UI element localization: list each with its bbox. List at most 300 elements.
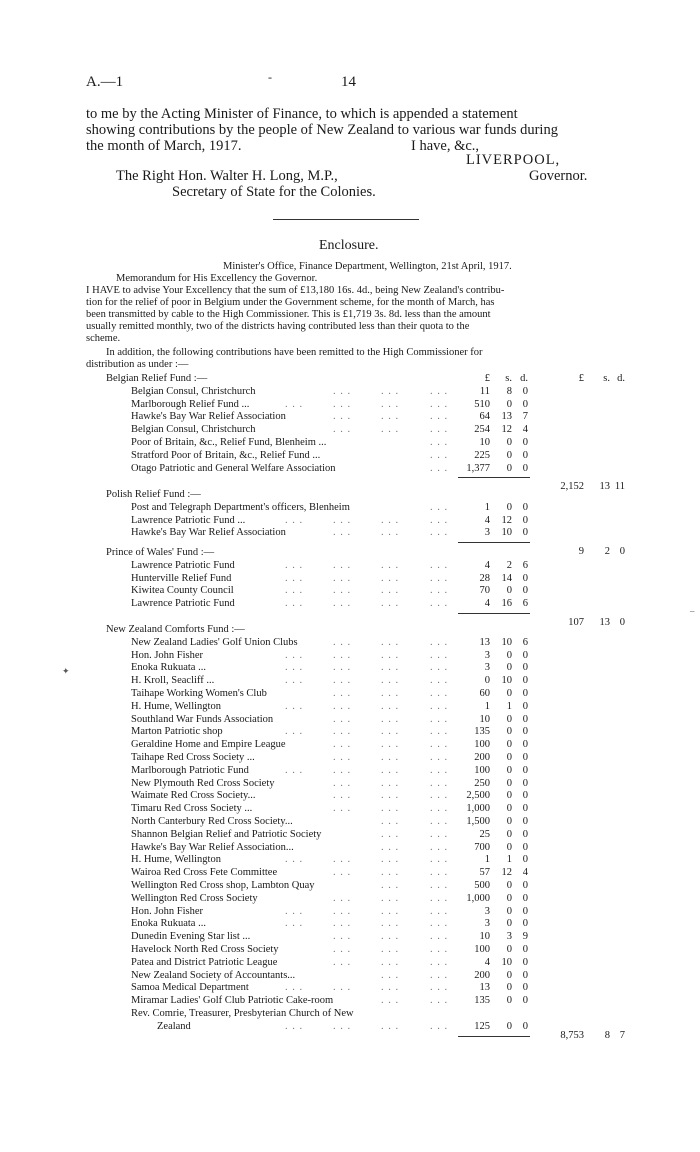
leader-dots: . . . bbox=[381, 880, 400, 891]
leader-dots: . . . bbox=[333, 636, 352, 648]
series-label: A.—1 bbox=[86, 74, 124, 90]
section-total-pence: 7 bbox=[619, 1029, 625, 1041]
entry-name: H. Kroll, Seacliff ... bbox=[131, 675, 215, 687]
entry-name: Lawrence Patriotic Fund bbox=[131, 559, 235, 571]
leader-dots: . . . bbox=[285, 398, 304, 410]
leader-dots: . . . bbox=[381, 764, 400, 776]
section-total-pence: 0 bbox=[619, 546, 625, 558]
entry-pounds: 500 bbox=[474, 880, 490, 891]
entry-name: Hawke's Bay War Relief Association... bbox=[131, 841, 294, 853]
entry-shillings: 0 bbox=[506, 841, 512, 853]
entry-shillings: 0 bbox=[506, 462, 512, 474]
letter-line-1: to me by the Acting Minister of Finance, to which is appended a statement bbox=[86, 106, 518, 122]
leader-dots: . . . bbox=[381, 385, 400, 397]
leader-dots: . . . bbox=[430, 385, 449, 397]
leader-dots: . . . bbox=[381, 841, 400, 853]
leader-dots: . . . bbox=[430, 969, 449, 981]
entry-shillings: 13 bbox=[501, 411, 512, 423]
entry-name: Post and Telegraph Department's officers, Blenheim bbox=[131, 501, 350, 513]
entry-pence: 0 bbox=[522, 995, 528, 1007]
entry-pence: 6 bbox=[522, 636, 528, 648]
entry-pounds: 1 bbox=[484, 501, 490, 513]
entry-pence: 0 bbox=[522, 944, 528, 955]
leader-dots: . . . bbox=[430, 598, 449, 610]
section-total-pounds: 2,152 bbox=[560, 481, 584, 493]
entry-pounds: 4 bbox=[484, 598, 490, 610]
leader-dots: . . . bbox=[333, 854, 352, 866]
leader-dots: . . . bbox=[430, 501, 449, 513]
entry-shillings: 14 bbox=[501, 572, 512, 584]
section-total-shillings: 8 bbox=[604, 1029, 610, 1041]
leader-dots: . . . bbox=[430, 854, 449, 866]
leader-dots: . . . bbox=[333, 598, 352, 610]
subtotal-rule bbox=[458, 613, 530, 614]
entry-pounds: 1,000 bbox=[466, 892, 490, 904]
entry-name: Zealand bbox=[157, 1020, 191, 1032]
entry-shillings: 0 bbox=[506, 777, 512, 789]
leader-dots: . . . bbox=[333, 944, 352, 955]
leader-dots: . . . bbox=[285, 675, 304, 687]
entry-name: Hon. John Fisher bbox=[131, 905, 204, 917]
entry-shillings: 0 bbox=[506, 501, 512, 513]
leader-dots: . . . bbox=[333, 905, 352, 917]
leader-dots: . . . bbox=[430, 585, 449, 597]
entry-name: Taihape Red Cross Society ... bbox=[131, 752, 255, 763]
entry-pounds: 4 bbox=[484, 559, 490, 571]
entry-name: Hon. John Fisher bbox=[131, 649, 204, 661]
leader-dots: . . . bbox=[333, 424, 352, 436]
entry-shillings: 10 bbox=[501, 636, 512, 648]
leader-dots: . . . bbox=[333, 752, 352, 763]
section-total-pence: 11 bbox=[614, 481, 625, 493]
entry-shillings: 2 bbox=[506, 559, 512, 571]
leader-dots: . . . bbox=[430, 867, 449, 879]
entry-name: H. Hume, Wellington bbox=[131, 854, 221, 866]
leader-dots: . . . bbox=[430, 816, 449, 827]
enclosure-memo: Memorandum for His Excellency the Governor. bbox=[116, 273, 318, 284]
leader-dots: . . . bbox=[381, 559, 400, 571]
entry-name: Poor of Britain, &c., Relief Fund, Blenheim ... bbox=[131, 437, 327, 448]
leader-dots: . . . bbox=[381, 424, 400, 436]
entry-pence: 4 bbox=[522, 867, 528, 879]
outer-header-shillings: s. bbox=[603, 373, 610, 384]
leader-dots: . . . bbox=[381, 585, 400, 597]
leader-dots: . . . bbox=[333, 713, 352, 725]
entry-pounds: 135 bbox=[474, 995, 490, 1007]
leader-dots: . . . bbox=[381, 713, 400, 725]
section-title: Belgian Relief Fund :— bbox=[106, 373, 208, 384]
entry-shillings: 0 bbox=[506, 449, 512, 461]
margin-mark-left: ✦ bbox=[62, 666, 70, 676]
letter-signatory-title: Governor. bbox=[529, 168, 588, 184]
section-title: New Zealand Comforts Fund :— bbox=[106, 624, 245, 635]
leader-dots: . . . bbox=[430, 649, 449, 661]
section-total-pence: 0 bbox=[619, 617, 625, 628]
entry-pounds: 0 bbox=[484, 675, 490, 687]
entry-name: Hawke's Bay War Relief Association bbox=[131, 411, 286, 423]
entry-pence: 0 bbox=[522, 527, 528, 539]
entry-name: Samoa Medical Department bbox=[131, 982, 249, 994]
entry-shillings: 0 bbox=[506, 944, 512, 955]
letter-signatory: LIVERPOOL, bbox=[466, 152, 561, 168]
leader-dots: . . . bbox=[381, 918, 400, 930]
entry-pence: 0 bbox=[522, 956, 528, 968]
entry-pounds: 60 bbox=[479, 688, 490, 699]
entry-name: Shannon Belgian Relief and Patriotic Society bbox=[131, 828, 322, 840]
entry-pounds: 250 bbox=[474, 777, 490, 789]
entry-shillings: 12 bbox=[501, 514, 512, 526]
letter-line-2: showing contributions by the people of New Zealand to various war funds during bbox=[86, 122, 558, 138]
entry-pence: 0 bbox=[522, 790, 528, 802]
section-title: Polish Relief Fund :— bbox=[106, 489, 201, 500]
outer-header-pounds: £ bbox=[578, 373, 584, 384]
entry-shillings: 0 bbox=[506, 398, 512, 410]
leader-dots: . . . bbox=[333, 585, 352, 597]
enclosure-addition-2: distribution as under :— bbox=[86, 359, 189, 370]
leader-dots: . . . bbox=[333, 867, 352, 879]
enclosure-title: Enclosure. bbox=[319, 238, 379, 253]
leader-dots: . . . bbox=[333, 514, 352, 526]
page-number: 14 bbox=[341, 74, 356, 90]
section-total-shillings: 13 bbox=[599, 481, 610, 493]
leader-dots: . . . bbox=[333, 777, 352, 789]
entry-name: Wellington Red Cross Society bbox=[131, 892, 258, 904]
entry-pence: 0 bbox=[522, 752, 528, 763]
entry-pounds: 3 bbox=[484, 662, 490, 674]
entry-name: Wairoa Red Cross Fete Committee bbox=[131, 867, 278, 879]
section-total-shillings: 13 bbox=[599, 617, 610, 628]
entry-pence: 0 bbox=[522, 828, 528, 840]
entry-pence: 0 bbox=[522, 764, 528, 776]
entry-name: Geraldine Home and Empire League bbox=[131, 739, 286, 751]
leader-dots: . . . bbox=[381, 398, 400, 410]
entry-pence: 6 bbox=[522, 598, 528, 610]
leader-dots: . . . bbox=[430, 662, 449, 674]
entry-pounds: 25 bbox=[479, 828, 490, 840]
entry-name: Marlborough Relief Fund ... bbox=[131, 398, 250, 410]
leader-dots: . . . bbox=[333, 726, 352, 738]
leader-dots: . . . bbox=[381, 688, 400, 699]
leader-dots: . . . bbox=[333, 764, 352, 776]
leader-dots: . . . bbox=[285, 905, 304, 917]
col-header-pence: d. bbox=[520, 373, 528, 384]
leader-dots: . . . bbox=[430, 559, 449, 571]
leader-dots: . . . bbox=[381, 944, 400, 955]
entry-pounds: 11 bbox=[479, 385, 490, 397]
entry-name: Marlborough Patriotic Fund bbox=[131, 764, 249, 776]
entry-pence: 0 bbox=[522, 462, 528, 474]
entry-name: Lawrence Patriotic Fund ... bbox=[131, 514, 246, 526]
leader-dots: . . . bbox=[381, 1020, 400, 1032]
leader-dots: . . . bbox=[333, 700, 352, 712]
entry-pounds: 13 bbox=[479, 636, 490, 648]
leader-dots: . . . bbox=[430, 449, 449, 461]
entry-shillings: 10 bbox=[501, 956, 512, 968]
entry-pounds: 125 bbox=[474, 1020, 490, 1032]
leader-dots: . . . bbox=[333, 559, 352, 571]
leader-dots: . . . bbox=[333, 675, 352, 687]
entry-pence: 0 bbox=[522, 572, 528, 584]
entry-shillings: 0 bbox=[506, 880, 512, 891]
entry-pounds: 1 bbox=[484, 854, 490, 866]
entry-name: Otago Patriotic and General Welfare Association bbox=[131, 462, 336, 474]
entry-pounds: 4 bbox=[484, 514, 490, 526]
header-dash: - bbox=[268, 70, 272, 84]
entry-name: Taihape Working Women's Club bbox=[131, 688, 267, 699]
entry-shillings: 0 bbox=[506, 688, 512, 699]
leader-dots: . . . bbox=[333, 688, 352, 699]
entry-name: H. Hume, Wellington bbox=[131, 700, 221, 712]
entry-pence: 0 bbox=[522, 816, 528, 827]
entry-pence: 4 bbox=[522, 424, 528, 436]
leader-dots: . . . bbox=[285, 918, 304, 930]
entry-pence: 0 bbox=[522, 982, 528, 994]
leader-dots: . . . bbox=[381, 752, 400, 763]
col-header-pounds: £ bbox=[484, 373, 490, 384]
enclosure-body-3: been transmitted by cable to the High Commissioner. This is £1,719 3s. 8d. less than the amount bbox=[86, 309, 491, 320]
leader-dots: . . . bbox=[381, 931, 400, 943]
leader-dots: . . . bbox=[285, 649, 304, 661]
entry-pence: 0 bbox=[522, 662, 528, 674]
leader-dots: . . . bbox=[333, 385, 352, 397]
enclosure-from: Minister's Office, Finance Department, Wellington, 21st April, 1917. bbox=[223, 261, 512, 272]
entry-pounds: 10 bbox=[479, 713, 490, 725]
leader-dots: . . . bbox=[381, 675, 400, 687]
entry-pounds: 28 bbox=[479, 572, 490, 584]
entry-pence: 0 bbox=[522, 437, 528, 448]
entry-shillings: 0 bbox=[506, 662, 512, 674]
entry-name: Patea and District Patriotic League bbox=[131, 956, 278, 968]
entry-shillings: 0 bbox=[506, 918, 512, 930]
entry-name: Wellington Red Cross shop, Lambton Quay bbox=[131, 880, 315, 891]
leader-dots: . . . bbox=[430, 514, 449, 526]
leader-dots: . . . bbox=[430, 956, 449, 968]
entry-shillings: 0 bbox=[506, 752, 512, 763]
leader-dots: . . . bbox=[381, 777, 400, 789]
section-total-pounds: 9 bbox=[578, 546, 584, 558]
leader-dots: . . . bbox=[333, 739, 352, 751]
subtotal-rule bbox=[458, 542, 530, 543]
enclosure-addition-1: In addition, the following contributions have been remitted to the High Commissioner for bbox=[106, 347, 483, 358]
entry-name: Belgian Consul, Christchurch bbox=[131, 424, 256, 436]
leader-dots: . . . bbox=[333, 892, 352, 904]
leader-dots: . . . bbox=[430, 675, 449, 687]
leader-dots: . . . bbox=[285, 598, 304, 610]
entry-pounds: 254 bbox=[474, 424, 490, 436]
entry-name: Dunedin Evening Star list ... bbox=[131, 931, 251, 943]
leader-dots: . . . bbox=[430, 636, 449, 648]
entry-pounds: 100 bbox=[474, 764, 490, 776]
entry-name: Kiwitea County Council bbox=[131, 585, 234, 597]
leader-dots: . . . bbox=[381, 649, 400, 661]
entry-shillings: 16 bbox=[501, 598, 512, 610]
letter-addressee: The Right Hon. Walter H. Long, M.P., bbox=[116, 168, 338, 184]
entry-name: Southland War Funds Association bbox=[131, 713, 274, 725]
entry-name: Hawke's Bay War Relief Association bbox=[131, 527, 286, 539]
entry-pounds: 10 bbox=[479, 931, 490, 943]
letter-closing: I have, &c., bbox=[411, 138, 480, 154]
entry-pounds: 100 bbox=[474, 739, 490, 751]
entry-pence: 0 bbox=[522, 649, 528, 661]
entry-name: Marton Patriotic shop bbox=[131, 726, 223, 738]
entry-pounds: 1,500 bbox=[466, 816, 490, 827]
entry-name: Waimate Red Cross Society... bbox=[131, 790, 256, 802]
leader-dots: . . . bbox=[430, 790, 449, 802]
leader-dots: . . . bbox=[381, 867, 400, 879]
leader-dots: . . . bbox=[430, 437, 449, 448]
entry-name: Belgian Consul, Christchurch bbox=[131, 385, 256, 397]
leader-dots: . . . bbox=[381, 411, 400, 423]
entry-shillings: 1 bbox=[506, 854, 512, 866]
leader-dots: . . . bbox=[333, 803, 352, 815]
entry-pounds: 10 bbox=[479, 437, 490, 448]
entry-pounds: 1,377 bbox=[466, 462, 490, 474]
entry-shillings: 0 bbox=[506, 803, 512, 815]
entry-pence: 0 bbox=[522, 905, 528, 917]
leader-dots: . . . bbox=[333, 411, 352, 423]
leader-dots: . . . bbox=[333, 982, 352, 994]
enclosure-body-4: usually remitted monthly, two of the districts having contributed less than their quota to the bbox=[86, 321, 470, 332]
entry-pence: 0 bbox=[522, 969, 528, 981]
leader-dots: . . . bbox=[333, 572, 352, 584]
leader-dots: . . . bbox=[430, 1020, 449, 1032]
leader-dots: . . . bbox=[430, 752, 449, 763]
leader-dots: . . . bbox=[381, 892, 400, 904]
leader-dots: . . . bbox=[430, 931, 449, 943]
col-header-shillings: s. bbox=[505, 373, 512, 384]
section-total-shillings: 2 bbox=[604, 546, 610, 558]
entry-pence: 0 bbox=[522, 880, 528, 891]
leader-dots: . . . bbox=[430, 777, 449, 789]
leader-dots: . . . bbox=[381, 995, 400, 1007]
entry-shillings: 0 bbox=[506, 816, 512, 827]
leader-dots: . . . bbox=[285, 559, 304, 571]
leader-dots: . . . bbox=[285, 726, 304, 738]
entry-shillings: 0 bbox=[506, 905, 512, 917]
entry-pounds: 3 bbox=[484, 918, 490, 930]
entry-shillings: 12 bbox=[501, 424, 512, 436]
outer-header-pence: d. bbox=[617, 373, 625, 384]
entry-shillings: 0 bbox=[506, 995, 512, 1007]
entry-shillings: 0 bbox=[506, 982, 512, 994]
letter-line-3: the month of March, 1917. bbox=[86, 138, 242, 154]
entry-name: Miramar Ladies' Golf Club Patriotic Cake-room bbox=[131, 995, 334, 1007]
entry-name: Timaru Red Cross Society ... bbox=[131, 803, 253, 815]
section-total-pounds: 8,753 bbox=[560, 1029, 584, 1041]
entry-pounds: 57 bbox=[479, 867, 490, 879]
entry-pence: 7 bbox=[522, 411, 528, 423]
entry-pounds: 3 bbox=[484, 905, 490, 917]
entry-shillings: 0 bbox=[506, 649, 512, 661]
entry-shillings: 0 bbox=[506, 585, 512, 597]
leader-dots: . . . bbox=[430, 713, 449, 725]
entry-shillings: 0 bbox=[506, 764, 512, 776]
entry-pounds: 4 bbox=[484, 956, 490, 968]
leader-dots: . . . bbox=[430, 995, 449, 1007]
entry-pence: 0 bbox=[522, 514, 528, 526]
entry-pence: 6 bbox=[522, 559, 528, 571]
entry-shillings: 0 bbox=[506, 713, 512, 725]
entry-pence: 0 bbox=[522, 449, 528, 461]
entry-shillings: 0 bbox=[506, 790, 512, 802]
entry-name: New Zealand Ladies' Golf Union Clubs bbox=[131, 636, 298, 648]
entry-shillings: 3 bbox=[506, 931, 512, 943]
leader-dots: . . . bbox=[381, 854, 400, 866]
leader-dots: . . . bbox=[285, 700, 304, 712]
entry-pence: 0 bbox=[522, 777, 528, 789]
leader-dots: . . . bbox=[430, 764, 449, 776]
entry-shillings: 0 bbox=[506, 1020, 512, 1032]
leader-dots: . . . bbox=[381, 956, 400, 968]
leader-dots: . . . bbox=[381, 828, 400, 840]
leader-dots: . . . bbox=[430, 527, 449, 539]
entry-pence: 0 bbox=[522, 803, 528, 815]
leader-dots: . . . bbox=[333, 931, 352, 943]
entry-shillings: 10 bbox=[501, 527, 512, 539]
leader-dots: . . . bbox=[381, 905, 400, 917]
leader-dots: . . . bbox=[333, 649, 352, 661]
entry-pence: 0 bbox=[522, 713, 528, 725]
leader-dots: . . . bbox=[430, 398, 449, 410]
leader-dots: . . . bbox=[333, 956, 352, 968]
entry-pounds: 100 bbox=[474, 944, 490, 955]
enclosure-body-1: I HAVE to advise Your Excellency that the sum of £13,180 16s. 4d., being New Zealand's contribu- bbox=[86, 285, 505, 296]
entry-pounds: 200 bbox=[474, 969, 490, 981]
subtotal-rule bbox=[458, 477, 530, 478]
leader-dots: . . . bbox=[430, 880, 449, 891]
entry-pence: 0 bbox=[522, 892, 528, 904]
entry-name: Havelock North Red Cross Society bbox=[131, 944, 279, 955]
entry-pence: 0 bbox=[522, 675, 528, 687]
leader-dots: . . . bbox=[381, 726, 400, 738]
leader-dots: . . . bbox=[285, 982, 304, 994]
leader-dots: . . . bbox=[430, 462, 449, 474]
entry-name: Lawrence Patriotic Fund bbox=[131, 598, 235, 610]
entry-shillings: 0 bbox=[506, 892, 512, 904]
leader-dots: . . . bbox=[430, 905, 449, 917]
leader-dots: . . . bbox=[285, 514, 304, 526]
entry-name: Hunterville Relief Fund bbox=[131, 572, 232, 584]
leader-dots: . . . bbox=[381, 969, 400, 981]
entry-pounds: 1 bbox=[484, 700, 490, 712]
leader-dots: . . . bbox=[285, 585, 304, 597]
leader-dots: . . . bbox=[285, 764, 304, 776]
leader-dots: . . . bbox=[430, 572, 449, 584]
entry-pence: 0 bbox=[522, 739, 528, 751]
entry-pence: 0 bbox=[522, 501, 528, 513]
entry-shillings: 10 bbox=[501, 675, 512, 687]
leader-dots: . . . bbox=[430, 688, 449, 699]
entry-name: New Plymouth Red Cross Society bbox=[131, 777, 275, 789]
entry-pounds: 225 bbox=[474, 449, 490, 461]
leader-dots: . . . bbox=[381, 803, 400, 815]
entry-pounds: 510 bbox=[474, 398, 490, 410]
entry-pounds: 13 bbox=[479, 982, 490, 994]
entry-name: New Zealand Society of Accountants... bbox=[131, 969, 296, 981]
entry-name: North Canterbury Red Cross Society... bbox=[131, 816, 293, 827]
enclosure-body-2: tion for the relief of poor in Belgium under the Government scheme, for the month of March, has bbox=[86, 297, 495, 308]
entry-name: Rev. Comrie, Treasurer, Presbyterian Church of New bbox=[131, 1008, 354, 1019]
section-total-pounds: 107 bbox=[568, 617, 584, 628]
entry-pounds: 200 bbox=[474, 752, 490, 763]
entry-shillings: 0 bbox=[506, 437, 512, 448]
entry-shillings: 1 bbox=[506, 700, 512, 712]
entry-pence: 0 bbox=[522, 398, 528, 410]
entry-shillings: 8 bbox=[506, 385, 512, 397]
leader-dots: . . . bbox=[333, 398, 352, 410]
leader-dots: . . . bbox=[430, 918, 449, 930]
section-title: Prince of Wales' Fund :— bbox=[106, 547, 215, 558]
